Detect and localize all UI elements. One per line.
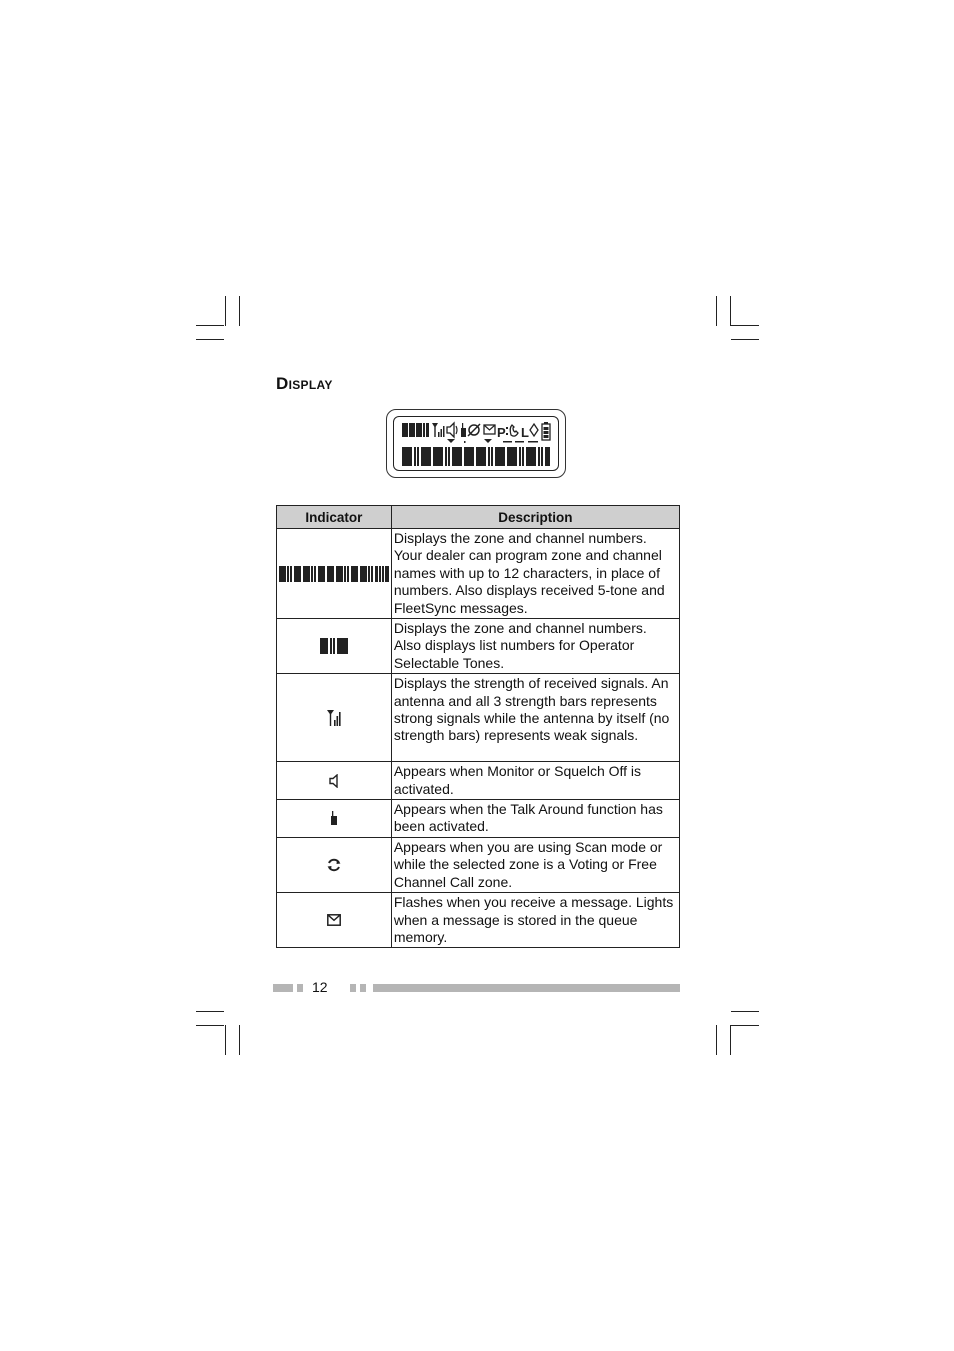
dot-matrix-3-char-icon bbox=[277, 638, 391, 654]
crop-mark bbox=[730, 296, 731, 326]
lcd-segments bbox=[387, 410, 567, 479]
lcd-display-illustration bbox=[386, 409, 566, 478]
crop-mark bbox=[196, 339, 224, 340]
indicator-cell bbox=[277, 619, 392, 674]
table-row bbox=[277, 800, 680, 838]
crop-mark bbox=[196, 1011, 224, 1012]
crop-mark bbox=[239, 1025, 240, 1055]
page-number: 12 bbox=[312, 979, 328, 995]
table-header-row bbox=[277, 506, 680, 529]
dot-matrix-12-char-icon bbox=[277, 566, 391, 582]
crop-mark bbox=[196, 325, 224, 326]
svg-text:L: L bbox=[521, 425, 529, 440]
description-cell: Appears when you are using Scan mode or while the selected zone is a Voting or Free Channel Call zone. bbox=[391, 837, 679, 892]
header-description: Description bbox=[391, 506, 679, 529]
section-title: Display bbox=[276, 374, 333, 393]
crop-mark bbox=[239, 296, 240, 326]
indicator-cell bbox=[277, 893, 392, 948]
description-cell: Displays the strength of received signals. An antenna and all 3 strength bars represents strong signals while the antenna by itself (no strength bars) represents weak signals. bbox=[391, 674, 679, 762]
indicator-table bbox=[276, 505, 680, 948]
footer-bar-segment bbox=[360, 984, 366, 992]
indicator-cell bbox=[277, 800, 392, 838]
crop-mark bbox=[731, 325, 759, 326]
message-icon bbox=[277, 914, 391, 926]
indicator-cell bbox=[277, 762, 392, 800]
description-cell: Flashes when you receive a message. Lights when a message is stored in the queue memory. bbox=[391, 893, 679, 948]
crop-mark bbox=[716, 296, 717, 326]
table-row bbox=[277, 893, 680, 948]
header-indicator: Indicator bbox=[277, 506, 392, 529]
description-cell: Displays the zone and channel numbers. Also displays list numbers for Operator Selectable Tones. bbox=[391, 619, 679, 674]
table-row bbox=[277, 762, 680, 800]
footer-bar-segment bbox=[373, 984, 680, 992]
crop-mark bbox=[225, 296, 226, 326]
svg-text:P: P bbox=[497, 425, 506, 440]
speaker-icon bbox=[277, 774, 391, 788]
footer-bar-segment bbox=[350, 984, 356, 992]
description-cell: Appears when the Talk Around function has been activated. bbox=[391, 800, 679, 838]
table-row bbox=[277, 529, 680, 619]
crop-mark bbox=[730, 1025, 731, 1055]
footer-bar-segment bbox=[297, 984, 303, 992]
table-row bbox=[277, 837, 680, 892]
signal-strength-icon bbox=[277, 710, 391, 726]
indicator-cell bbox=[277, 674, 392, 762]
crop-mark bbox=[731, 339, 759, 340]
description-cell: Displays the zone and channel numbers. Your dealer can program zone and channel names with up to 12 characters, in place of numbers. Also displays received 5-tone and FleetSync messages. bbox=[391, 529, 679, 619]
footer-bar-segment bbox=[273, 984, 293, 992]
description-cell: Appears when Monitor or Squelch Off is activated. bbox=[391, 762, 679, 800]
crop-mark bbox=[716, 1025, 717, 1055]
crop-mark bbox=[196, 1025, 224, 1026]
crop-mark bbox=[225, 1025, 226, 1055]
crop-mark bbox=[731, 1011, 759, 1012]
indicator-cell bbox=[277, 837, 392, 892]
talk-around-icon bbox=[277, 811, 391, 825]
scan-icon bbox=[277, 857, 391, 873]
indicator-cell bbox=[277, 529, 392, 619]
table-row bbox=[277, 674, 680, 762]
table-row bbox=[277, 619, 680, 674]
crop-mark bbox=[731, 1025, 759, 1026]
